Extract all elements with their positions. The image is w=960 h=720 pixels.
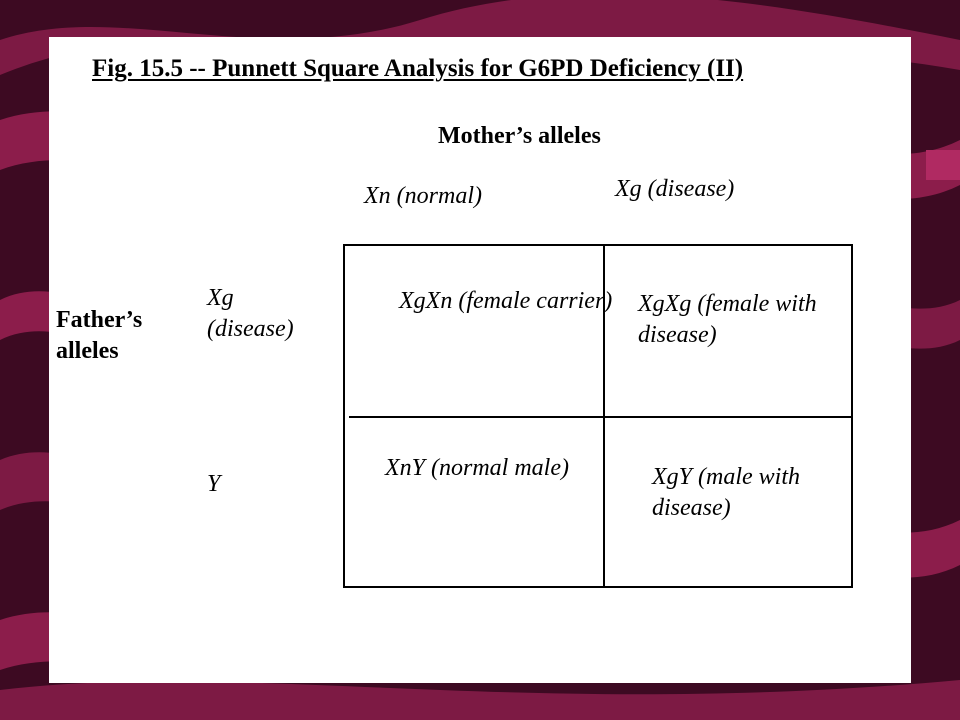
mother-allele-1: Xn (normal) <box>364 183 482 209</box>
mothers-alleles-header: Mother’s alleles <box>438 123 601 149</box>
father-allele-1: Xg (disease) <box>207 285 294 342</box>
grid-horizontal-divider <box>349 416 851 418</box>
mother-allele-2: Xg (disease) <box>615 176 735 202</box>
father-allele-2: Y <box>207 471 221 497</box>
punnett-square <box>343 244 853 588</box>
fathers-alleles-header: Father’s alleles <box>56 307 143 364</box>
cell-xgy: XgY (male with disease) <box>652 464 800 521</box>
cell-xgxn: XgXn (female carrier) <box>399 288 613 314</box>
cell-xny: XnY (normal male) <box>385 455 569 481</box>
cell-xgxg: XgXg (female with disease) <box>638 291 817 348</box>
slide-content <box>49 37 911 683</box>
figure-title: Fig. 15.5 -- Punnett Square Analysis for G6PD Deficiency (II) <box>92 55 744 82</box>
